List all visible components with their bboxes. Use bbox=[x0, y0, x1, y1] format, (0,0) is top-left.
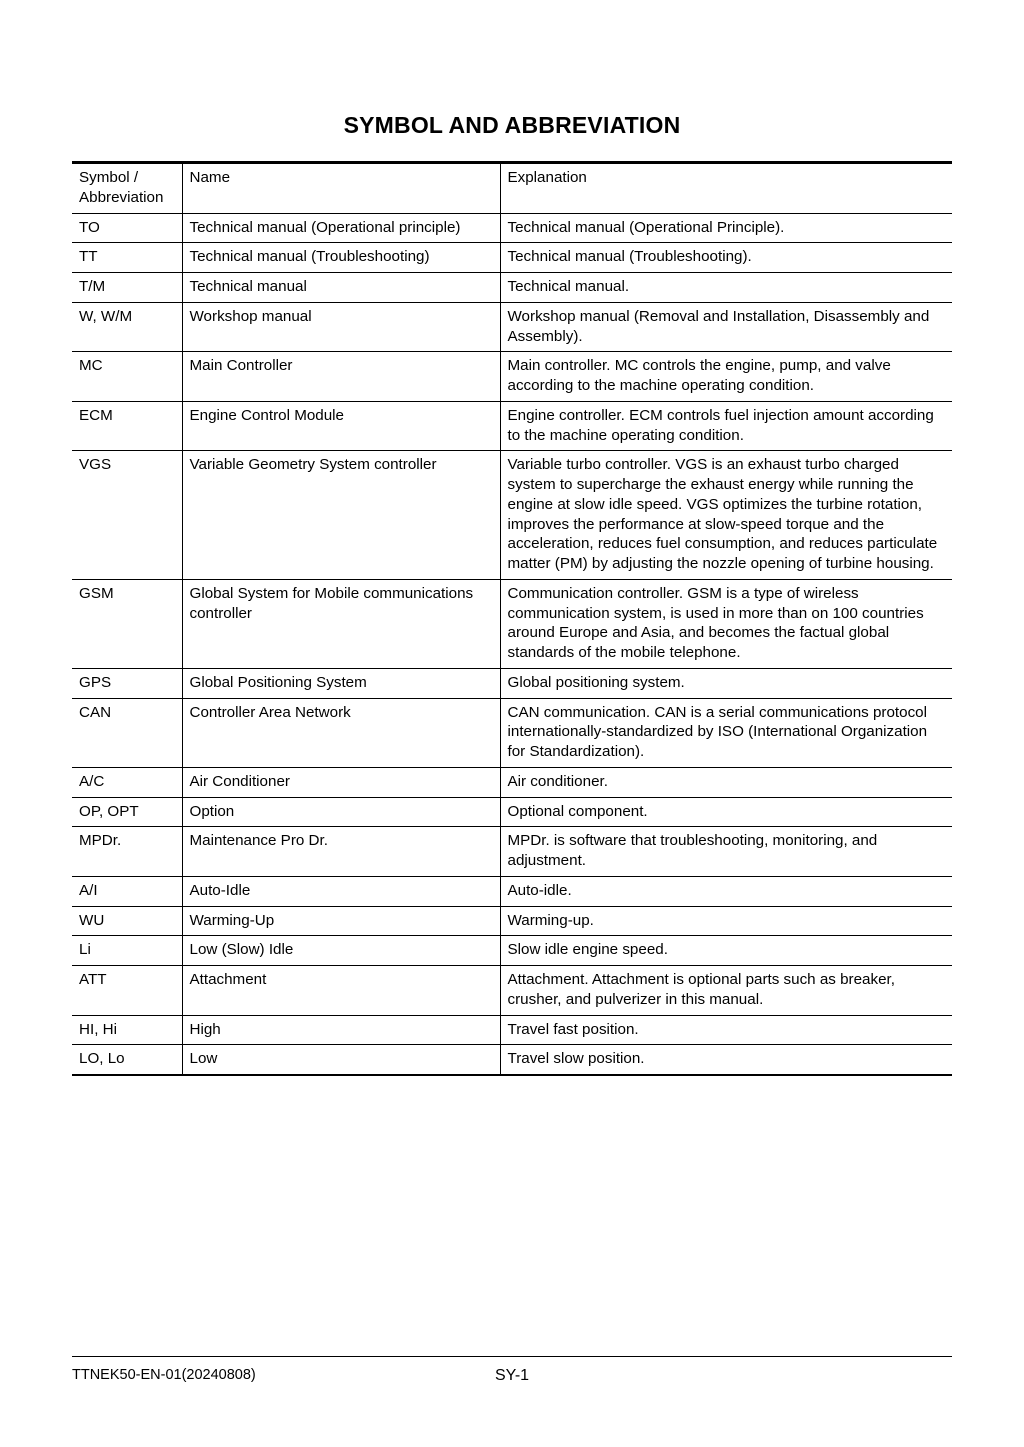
table-row bbox=[72, 273, 952, 303]
cell-name: Warming-Up bbox=[182, 906, 500, 936]
cell-explanation: Technical manual (Operational Principle). bbox=[500, 213, 952, 243]
cell-explanation: Air conditioner. bbox=[500, 767, 952, 797]
cell-explanation: Auto-idle. bbox=[500, 876, 952, 906]
cell-explanation: Warming-up. bbox=[500, 906, 952, 936]
table-row bbox=[72, 936, 952, 966]
cell-explanation: Engine controller. ECM controls fuel injection amount according to the machine operating condition. bbox=[500, 401, 952, 451]
cell-symbol: GPS bbox=[72, 668, 182, 698]
cell-explanation: Main controller. MC controls the engine, pump, and valve according to the machine operating condition. bbox=[500, 352, 952, 402]
cell-name: Controller Area Network bbox=[182, 698, 500, 767]
table-row bbox=[72, 401, 952, 451]
cell-symbol: LO, Lo bbox=[72, 1045, 182, 1074]
column-header-symbol bbox=[72, 164, 182, 213]
table-row bbox=[72, 302, 952, 352]
table-row bbox=[72, 797, 952, 827]
cell-symbol: A/C bbox=[72, 767, 182, 797]
cell-name: Global System for Mobile communications controller bbox=[182, 579, 500, 668]
cell-symbol: T/M bbox=[72, 273, 182, 303]
cell-symbol: VGS bbox=[72, 451, 182, 580]
cell-symbol: WU bbox=[72, 906, 182, 936]
page-title: SYMBOL AND ABBREVIATION bbox=[343, 112, 681, 138]
cell-explanation: Technical manual. bbox=[500, 273, 952, 303]
cell-name: Low (Slow) Idle bbox=[182, 936, 500, 966]
column-header-symbol-line1: Symbol / bbox=[79, 169, 139, 186]
cell-symbol: MC bbox=[72, 352, 182, 402]
cell-symbol: ECM bbox=[72, 401, 182, 451]
cell-symbol: CAN bbox=[72, 698, 182, 767]
cell-symbol: MPDr. bbox=[72, 827, 182, 877]
cell-explanation: Travel fast position. bbox=[500, 1015, 952, 1045]
cell-symbol: W, W/M bbox=[72, 302, 182, 352]
cell-name: Maintenance Pro Dr. bbox=[182, 827, 500, 877]
cell-explanation: Technical manual (Troubleshooting). bbox=[500, 243, 952, 273]
cell-symbol: Li bbox=[72, 936, 182, 966]
column-header-symbol-line2: Abbreviation bbox=[79, 188, 164, 206]
cell-explanation: Optional component. bbox=[500, 797, 952, 827]
cell-symbol: GSM bbox=[72, 579, 182, 668]
table-row bbox=[72, 1015, 952, 1045]
table-row bbox=[72, 698, 952, 767]
column-header-explanation: Explanation bbox=[500, 164, 952, 213]
table-row bbox=[72, 876, 952, 906]
cell-symbol: A/I bbox=[72, 876, 182, 906]
page-footer bbox=[72, 1356, 952, 1389]
cell-symbol: TT bbox=[72, 243, 182, 273]
cell-name: Option bbox=[182, 797, 500, 827]
cell-symbol: OP, OPT bbox=[72, 797, 182, 827]
cell-explanation: Workshop manual (Removal and Installation, Disassembly and Assembly). bbox=[500, 302, 952, 352]
cell-name: Auto-Idle bbox=[182, 876, 500, 906]
table-row bbox=[72, 767, 952, 797]
table-header-row bbox=[72, 164, 952, 213]
cell-explanation: CAN communication. CAN is a serial communications protocol internationally-standardized by ISO (International Organization for Standardization). bbox=[500, 698, 952, 767]
footer-divider bbox=[72, 1356, 952, 1357]
table-row bbox=[72, 827, 952, 877]
cell-name: Attachment bbox=[182, 966, 500, 1016]
cell-explanation: Travel slow position. bbox=[507, 1050, 645, 1068]
table-row bbox=[72, 668, 952, 698]
cell-symbol: TO bbox=[72, 213, 182, 243]
cell-name: Low bbox=[182, 1045, 500, 1074]
cell-name: Workshop manual bbox=[182, 302, 500, 352]
footer-page-number: SY-1 bbox=[494, 1367, 530, 1384]
cell-explanation: Global positioning system. bbox=[500, 668, 952, 698]
table-row bbox=[72, 243, 952, 273]
abbreviation-table bbox=[72, 164, 952, 1074]
cell-explanation: Variable turbo controller. VGS is an exhaust turbo charged system to supercharge the exhaust energy while running the engine at slow idle speed. VGS optimizes the turbine rotation, improves the performance at slow-speed torque and the acceleration, reduces fuel consumption, and reduces particulate matter (PM) by adjusting the nozzle opening of turbine housing. bbox=[500, 451, 952, 580]
cell-explanation: MPDr. is software that troubleshooting, monitoring, and adjustment. bbox=[500, 827, 952, 877]
cell-name: Global Positioning System bbox=[182, 668, 500, 698]
column-header-name: Name bbox=[182, 164, 500, 213]
cell-name: Technical manual (Operational principle) bbox=[182, 213, 500, 243]
cell-symbol: HI, Hi bbox=[72, 1015, 182, 1045]
table-row bbox=[72, 352, 952, 402]
table-row bbox=[72, 966, 952, 1016]
abbreviation-table-wrapper bbox=[72, 164, 952, 1076]
cell-name: Air Conditioner bbox=[182, 767, 500, 797]
cell-symbol: ATT bbox=[72, 966, 182, 1016]
cell-name: Variable Geometry System controller bbox=[182, 451, 500, 580]
table-row bbox=[72, 906, 952, 936]
cell-name: High bbox=[182, 1015, 500, 1045]
cell-name: Engine Control Module bbox=[182, 401, 500, 451]
cell-explanation: Attachment. Attachment is optional parts such as breaker, crusher, and pulverizer in this manual. bbox=[500, 966, 952, 1016]
table-row bbox=[72, 1045, 952, 1074]
table-row bbox=[72, 451, 952, 580]
cell-explanation: Slow idle engine speed. bbox=[500, 936, 952, 966]
cell-name: Technical manual (Troubleshooting) bbox=[182, 243, 500, 273]
cell-name: Main Controller bbox=[182, 352, 500, 402]
cell-explanation: Communication controller. GSM is a type of wireless communication system, is used in more than on 100 countries around Europe and Asia, and becomes the factual global standards of the mobile telephone. bbox=[500, 579, 952, 668]
footer-row bbox=[72, 1367, 952, 1389]
table-row bbox=[72, 579, 952, 668]
footer-document-code: TTNEK50-EN-01(20240808) bbox=[72, 1367, 256, 1383]
table-row bbox=[72, 213, 952, 243]
cell-name: Technical manual bbox=[182, 273, 500, 303]
